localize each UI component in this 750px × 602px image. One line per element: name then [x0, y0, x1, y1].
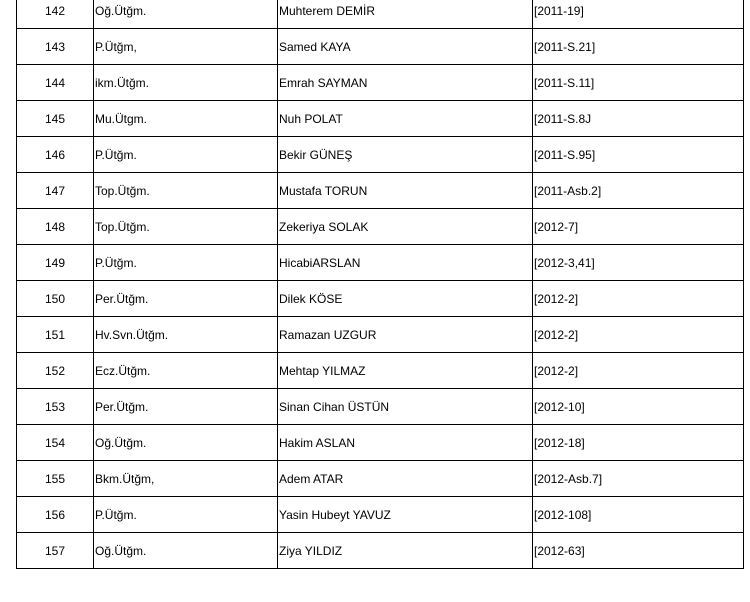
reference-cell: [2012-2]: [533, 353, 744, 389]
table-row: [17, 533, 744, 569]
reference-cell: [2012-7]: [533, 209, 744, 245]
name-cell: Emrah SAYMAN: [278, 65, 533, 101]
reference-cell: [2011-S.21]: [533, 29, 744, 65]
name-cell: HicabiARSLAN: [278, 245, 533, 281]
personnel-table: [16, 0, 744, 569]
rank-cell: P.Ütğm,: [94, 29, 278, 65]
table-row: [17, 353, 744, 389]
rank-cell: Bkm.Ütğm,: [94, 461, 278, 497]
row-number: 149: [17, 245, 94, 281]
reference-cell: [2012-18]: [533, 425, 744, 461]
rank-cell: ikm.Ütğm.: [94, 65, 278, 101]
name-cell: Ziya YILDIZ: [278, 533, 533, 569]
rank-cell: Mu.Ütgm.: [94, 101, 278, 137]
reference-cell: [2012-2]: [533, 281, 744, 317]
row-number: 155: [17, 461, 94, 497]
rank-cell: Oğ.Ütğm.: [94, 533, 278, 569]
name-cell: Zekeriya SOLAK: [278, 209, 533, 245]
reference-cell: [2011-S.95]: [533, 137, 744, 173]
name-cell: Mustafa TORUN: [278, 173, 533, 209]
table-row: [17, 0, 744, 29]
name-cell: Hakim ASLAN: [278, 425, 533, 461]
rank-cell: Oğ.Ütğm.: [94, 0, 278, 29]
table-row: [17, 281, 744, 317]
table-row: [17, 137, 744, 173]
name-cell: Samed KAYA: [278, 29, 533, 65]
rank-cell: Per.Ütğm.: [94, 281, 278, 317]
row-number: 146: [17, 137, 94, 173]
rank-cell: Ecz.Ütğm.: [94, 353, 278, 389]
row-number: 147: [17, 173, 94, 209]
rank-cell: Top.Ütğm.: [94, 173, 278, 209]
rank-cell: Oğ.Ütğm.: [94, 425, 278, 461]
name-cell: Muhterem DEMİR: [278, 0, 533, 29]
table-row: [17, 389, 744, 425]
row-number: 152: [17, 353, 94, 389]
name-cell: Nuh POLAT: [278, 101, 533, 137]
reference-cell: [2012-63]: [533, 533, 744, 569]
name-cell: Dilek KÖSE: [278, 281, 533, 317]
row-number: 148: [17, 209, 94, 245]
rank-cell: Hv.Svn.Ütğm.: [94, 317, 278, 353]
row-number: 142: [17, 0, 94, 29]
table-row: [17, 425, 744, 461]
row-number: 154: [17, 425, 94, 461]
table-row: [17, 29, 744, 65]
row-number: 153: [17, 389, 94, 425]
row-number: 156: [17, 497, 94, 533]
rank-cell: P.Ütğm.: [94, 497, 278, 533]
name-cell: Mehtap YILMAZ: [278, 353, 533, 389]
reference-cell: [2012-108]: [533, 497, 744, 533]
row-number: 145: [17, 101, 94, 137]
reference-cell: [2012-2]: [533, 317, 744, 353]
reference-cell: [2011-S.11]: [533, 65, 744, 101]
name-cell: Ramazan UZGUR: [278, 317, 533, 353]
reference-cell: [2012-3,41]: [533, 245, 744, 281]
reference-cell: [2011-Asb.2]: [533, 173, 744, 209]
reference-cell: [2012-Asb.7]: [533, 461, 744, 497]
table-row: [17, 497, 744, 533]
rank-cell: Top.Ütğm.: [94, 209, 278, 245]
table-row: [17, 173, 744, 209]
reference-cell: [2011-S.8J: [533, 101, 744, 137]
rank-cell: P.Ütğm.: [94, 137, 278, 173]
row-number: 151: [17, 317, 94, 353]
name-cell: Yasin Hubeyt YAVUZ: [278, 497, 533, 533]
rank-cell: Per.Ütğm.: [94, 389, 278, 425]
reference-cell: [2012-10]: [533, 389, 744, 425]
table-row: [17, 461, 744, 497]
row-number: 143: [17, 29, 94, 65]
name-cell: Sinan Cihan ÜSTÜN: [278, 389, 533, 425]
table-row: [17, 245, 744, 281]
table-row: [17, 101, 744, 137]
row-number: 150: [17, 281, 94, 317]
row-number: 144: [17, 65, 94, 101]
row-number: 157: [17, 533, 94, 569]
rank-cell: P.Ütğm.: [94, 245, 278, 281]
name-cell: Bekir GÜNEŞ: [278, 137, 533, 173]
table-row: [17, 65, 744, 101]
name-cell: Adem ATAR: [278, 461, 533, 497]
table-row: [17, 209, 744, 245]
reference-cell: [2011-19]: [533, 0, 744, 29]
table-row: [17, 317, 744, 353]
